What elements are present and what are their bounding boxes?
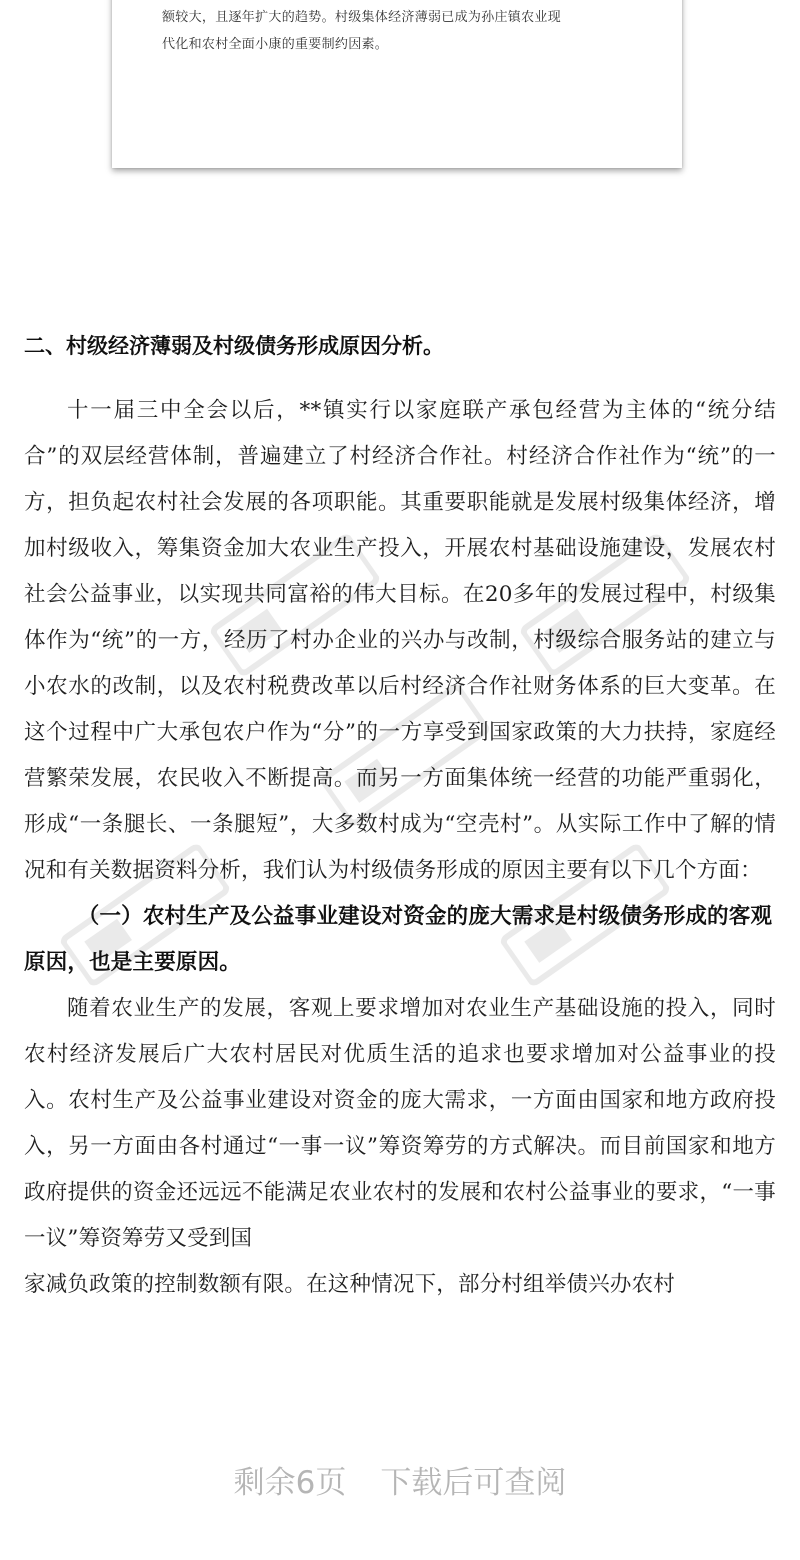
remaining-pages-label: 剩余6页 [233, 1465, 347, 1501]
body-paragraph: 十一届三中全会以后，**镇实行以家庭联产承包经营为主体的“统分结合”的双层经营体制，普遍建立了村经济合作社。村经济合作社作为“统”的一方，担负起农村社会发展的各项职能。其重要职能就是发展村级集体经济，增加村级收入，筹集资金加大农业生产投入，开展农村基础设施建设，发展农村社会公益事业，以实现共同富裕的伟大目标。在20多年的发展过程中，村级集体作为“统”的一方，经历了村办企业的兴办与改制，村级综合服务站的建立与小农水的改制，以及农村税费改革以后村经济合作社财务体系的巨大变革。在这个过程中广大承包农户作为“分”的一方享受到国家政策的大力扶持，家庭经营繁荣发展，农民收入不断提高。而另一方面集体统一经营的功能严重弱化，形成“一条腿长、一条腿短”，大多数村成为“空壳村”。从实际工作中了解的情况和有关数据资料分析，我们认为村级债务形成的原因主要有以下几个方面： [24, 398, 776, 883]
body-paragraph: 随着农业生产的发展，客观上要求增加对农业生产基础设施的投入，同时农村经济发展后广大农村居民对优质生活的追求也要求增加对公益事业的投入。农村生产及公益事业建设对资金的庞大需求，一方面由国家和地方政府投入，另一方面由各村通过“一事一议”筹资筹劳的方式解决。而目前国家和地方政府提供的资金还远远不能满足农业农村的发展和农村公益事业的要求，“一事一议”筹资筹劳又受到国 [24, 996, 776, 1251]
document-body [24, 388, 776, 1308]
preview-line: 代化和农村全面小康的重要制约因素。 [162, 37, 389, 52]
subsection-heading: （一）农村生产及公益事业建设对资金的庞大需求是村级债务形成的客观原因，也是主要原因。 [24, 904, 773, 975]
download-to-read-more-button[interactable] [0, 1456, 800, 1510]
download-action-label: 下载后可查阅 [380, 1465, 567, 1501]
body-paragraph-last-line: 家减负政策的控制数额有限。在这种情况下，部分村组举债兴办农村 [24, 1272, 676, 1297]
document-preview-card [112, 0, 682, 168]
section-heading: 二、村级经济薄弱及村级债务形成原因分析。 [24, 334, 444, 358]
preview-line: 额较大，且逐年扩大的趋势。村级集体经济薄弱已成为孙庄镇农业现 [162, 10, 562, 25]
